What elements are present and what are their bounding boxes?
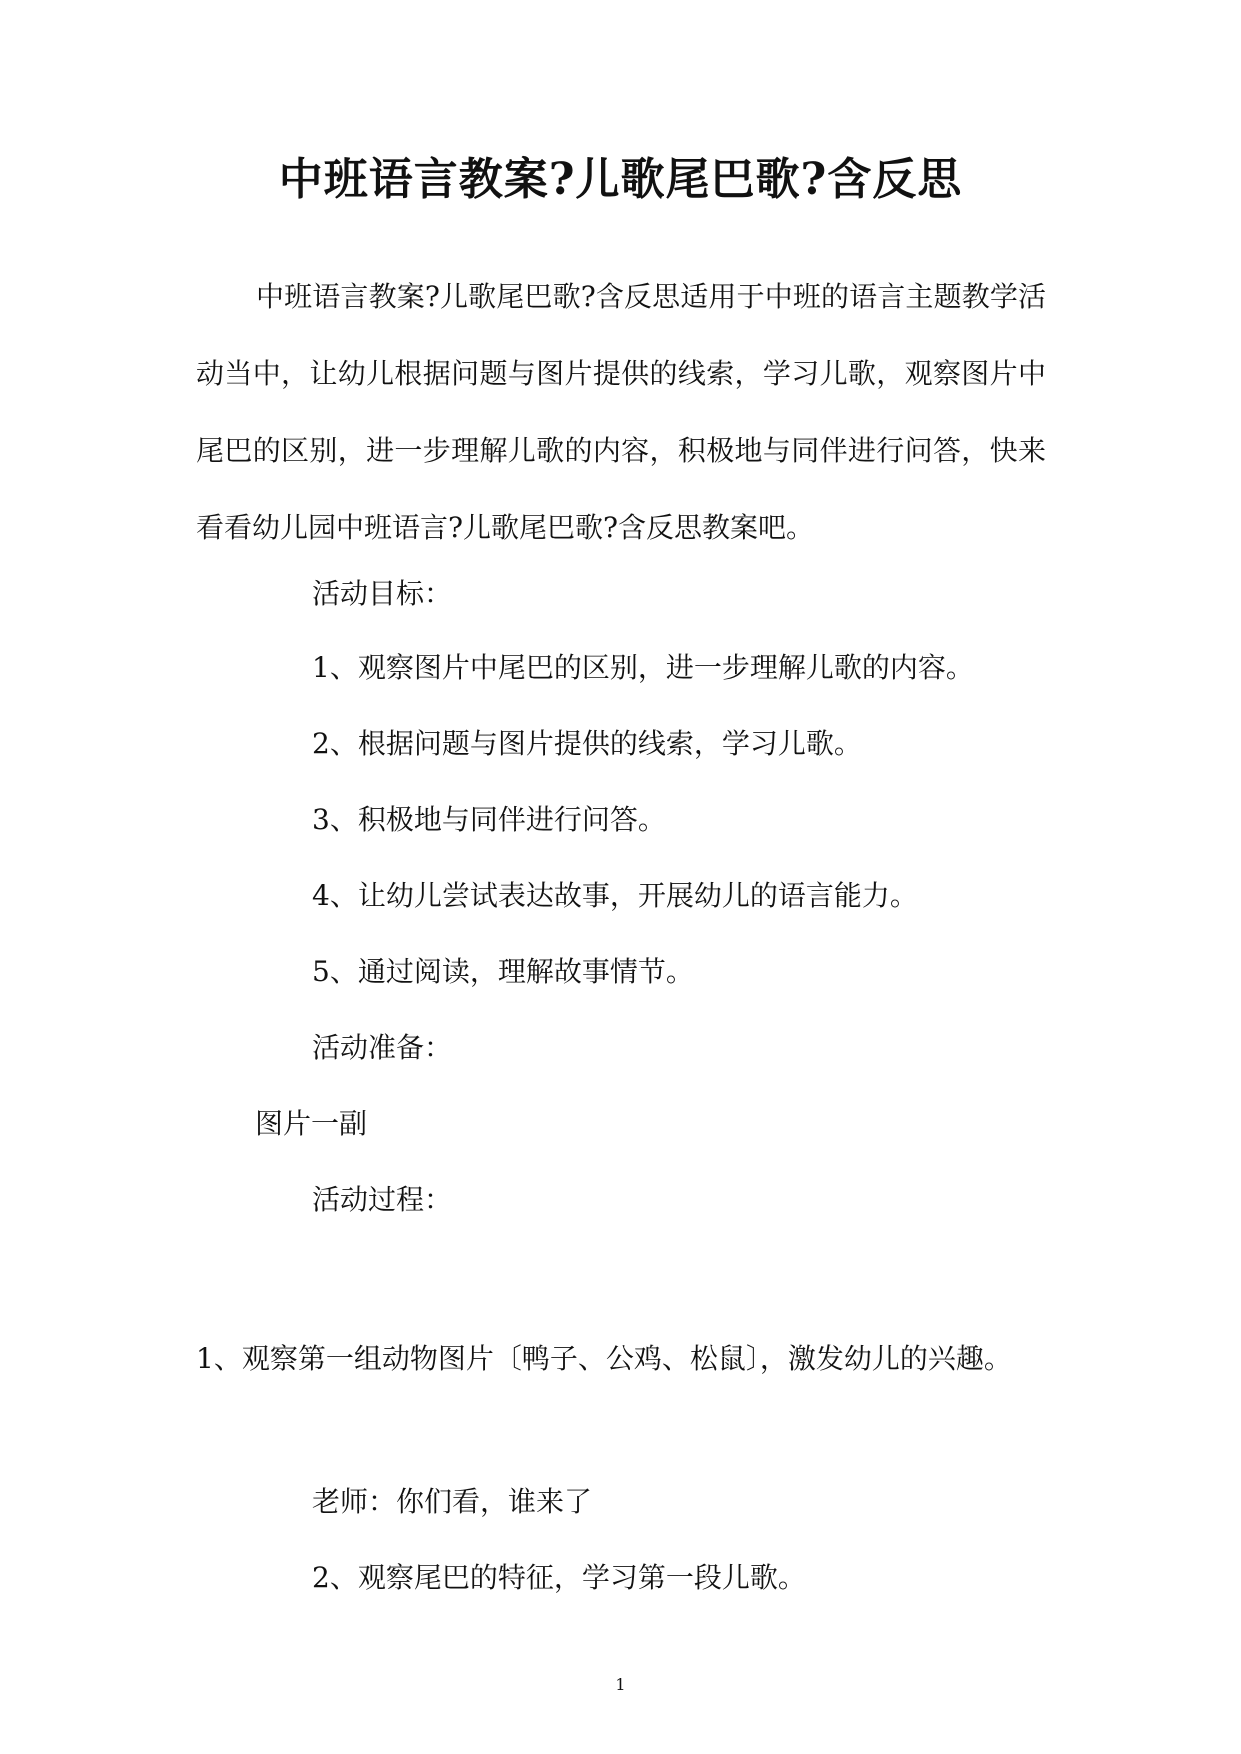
goal-item-4: 4、让幼儿尝试表达故事，开展幼儿的语言能力。 xyxy=(312,879,918,912)
goal-item-5: 5、通过阅读，理解故事情节。 xyxy=(312,955,694,988)
goal-item-2: 2、根据问题与图片提供的线索，学习儿歌。 xyxy=(312,727,862,760)
process-step-1: 1、观察第一组动物图片〔鸭子、公鸡、松鼠〕，激发幼儿的兴趣。 xyxy=(196,1342,1012,1375)
prep-heading: 活动准备： xyxy=(312,1031,453,1064)
goal-item-3: 3、积极地与同伴进行问答。 xyxy=(312,803,666,836)
intro-paragraph: 中班语言教案?儿歌尾巴歌?含反思适用于中班的语言主题教学活动当中，让幼儿根据问题与图片提供的线索，学习儿歌，观察图片中尾巴的区别，进一步理解儿歌的内容，积极地与同伴进行问答，快来看看幼儿园中班语言?儿歌尾巴歌?含反思教案吧。 xyxy=(196,280,1046,544)
document-title: 中班语言教案?儿歌尾巴歌?含反思 xyxy=(278,154,963,205)
goal-item-1: 1、观察图片中尾巴的区别，进一步理解儿歌的内容。 xyxy=(312,651,974,684)
process-step-2: 2、观察尾巴的特征，学习第一段儿歌。 xyxy=(312,1561,806,1594)
teacher-line: 老师：你们看，谁来了 xyxy=(312,1485,593,1518)
prep-item-1: 图片一副 xyxy=(255,1107,368,1140)
page-number: 1 xyxy=(615,1675,626,1694)
goals-heading: 活动目标： xyxy=(312,577,453,610)
process-heading: 活动过程： xyxy=(312,1183,453,1216)
